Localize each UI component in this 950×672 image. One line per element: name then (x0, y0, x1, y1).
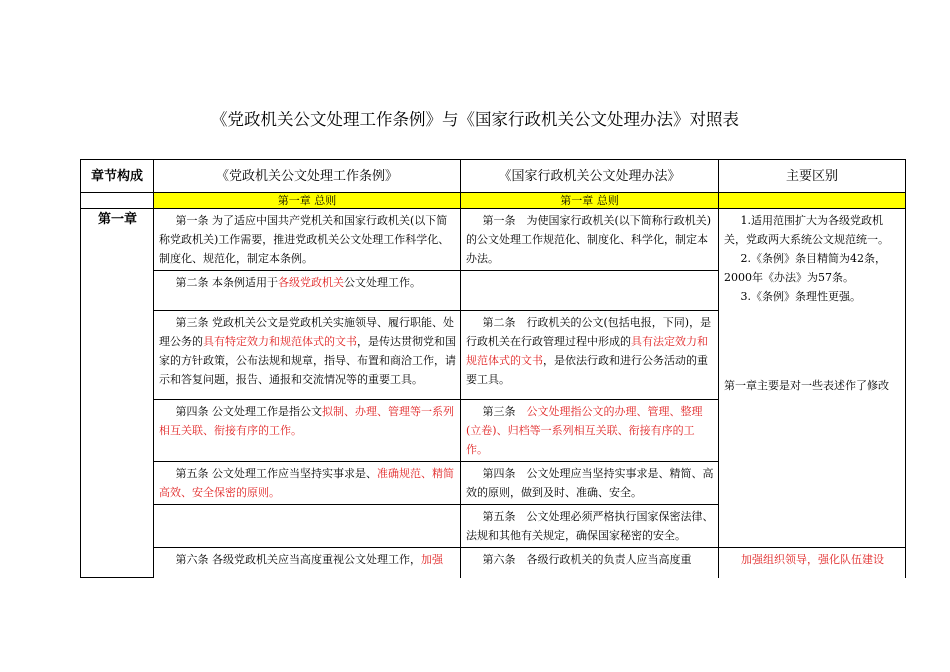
header-tiaoli: 《党政机关公文处理工作条例》 (154, 160, 461, 193)
cell-text: 第五条 公文处理工作应当坚持实事求是、 (175, 467, 377, 480)
tiaoli-cell (154, 505, 461, 548)
highlighted-text: 各级党政机关 (278, 276, 344, 289)
tiaoli-cell (154, 548, 461, 578)
table-row (81, 209, 906, 271)
cell-text: 第六条 各级行政机关的负责人应当高度重 (482, 553, 692, 566)
difference-point: 1.适用范围扩大为各级党政机关，党政两大系统公文规范统一。 (724, 214, 889, 246)
highlighted-text: 具有特定效力和规范体式的文书 (203, 335, 357, 348)
difference-note: 第一章主要是对一些表述作了修改 (724, 379, 889, 392)
banfa-cell (461, 209, 719, 271)
highlighted-text: 公文处理指公文的办理、管理、整理(立卷)、归档等一系列相互关联、衔接有序的工作。 (466, 405, 703, 456)
difference-cell (719, 209, 906, 548)
chapter-title-tiaoli: 第一章 总则 (154, 193, 461, 209)
banfa-cell (461, 271, 719, 311)
highlighted-text: 具有法定效力和规范体式的文书 (466, 335, 708, 367)
cell-text: 第一条 为了适应中国共产党机关和国家行政机关(以下简称党政机关)工作需要，推进党政机关公文处理工作科学化、制度化、规范化，制定本条例。 (159, 214, 450, 265)
banfa-cell (461, 400, 719, 462)
banfa-cell (461, 311, 719, 400)
tiaoli-cell (154, 209, 461, 271)
cell-text: 第二条 行政机关的公文(包括电报，下同)，是行政机关在行政管理过程中形成的 (466, 316, 712, 348)
page-title: 《党政机关公文处理工作条例》与《国家行政机关公文处理办法》对照表 (211, 110, 739, 129)
header-chapter-structure: 章节构成 (81, 160, 154, 193)
chapter-label: 第一章 (81, 209, 154, 578)
chapter-title-banfa: 第一章 总则 (461, 193, 719, 209)
cell-text: 第四条 公文处理应当坚持实事求是、精简、高效的原则，做到及时、准确、安全。 (466, 467, 714, 499)
cell-text: 公文处理工作。 (344, 276, 421, 289)
highlighted-text: 拟制、办理、管理等一系列相互关联、衔接有序的工作。 (159, 405, 454, 437)
cell-text: ，是依法行政和进行公务活动的重要工具。 (466, 354, 708, 386)
chapter-title-empty (81, 193, 154, 209)
cell-text: ，是传达贯彻党和国家的方针政策，公布法规和规章，指导、布置和商洽工作，请示和答复问题，报告、通报和交流情况等的重要工具。 (159, 335, 456, 386)
tiaoli-cell (154, 462, 461, 505)
cell-text: 第二条 本条例适用于 (175, 276, 278, 289)
chapter-title-row (81, 193, 906, 209)
cell-text: 第五条 公文处理必须严格执行国家保密法律、法规和其他有关规定，确保国家秘密的安全。 (466, 510, 714, 542)
banfa-cell (461, 505, 719, 548)
cell-text: 第四条 公文处理工作是指公文 (175, 405, 322, 418)
banfa-cell (461, 462, 719, 505)
header-banfa: 《国家行政机关公文处理办法》 (461, 160, 719, 193)
cell-text: 第三条 党政机关公文是党政机关实施领导、履行职能、处理公务的 (159, 316, 454, 348)
tiaoli-cell (154, 271, 461, 311)
header-main-difference: 主要区别 (719, 160, 906, 193)
cell-text: 第六条 各级党政机关应当高度重视公文处理工作， (175, 553, 421, 566)
tiaoli-cell (154, 400, 461, 462)
chapter-title-diff (719, 193, 906, 209)
tiaoli-cell (154, 311, 461, 400)
banfa-cell (461, 548, 719, 578)
cell-text: 第一条 为使国家行政机关(以下简称行政机关)的公文处理工作规范化、制度化、科学化，制定本办法。 (466, 214, 712, 265)
comparison-table (80, 159, 906, 578)
difference-point: 3.《条例》条理性更强。 (740, 290, 861, 303)
difference-point: 2.《条例》条目精简为42条，2000年《办法》为57条。 (724, 252, 886, 284)
highlighted-text: 加强 (421, 553, 443, 566)
cell-text: 第三条 (482, 405, 527, 418)
difference-last: 加强组织领导，强化队伍建设 (719, 548, 906, 578)
highlighted-text: 准确规范、精简高效、安全保密的原则。 (159, 467, 454, 499)
table-row (81, 548, 906, 578)
table-header-row (81, 160, 906, 193)
